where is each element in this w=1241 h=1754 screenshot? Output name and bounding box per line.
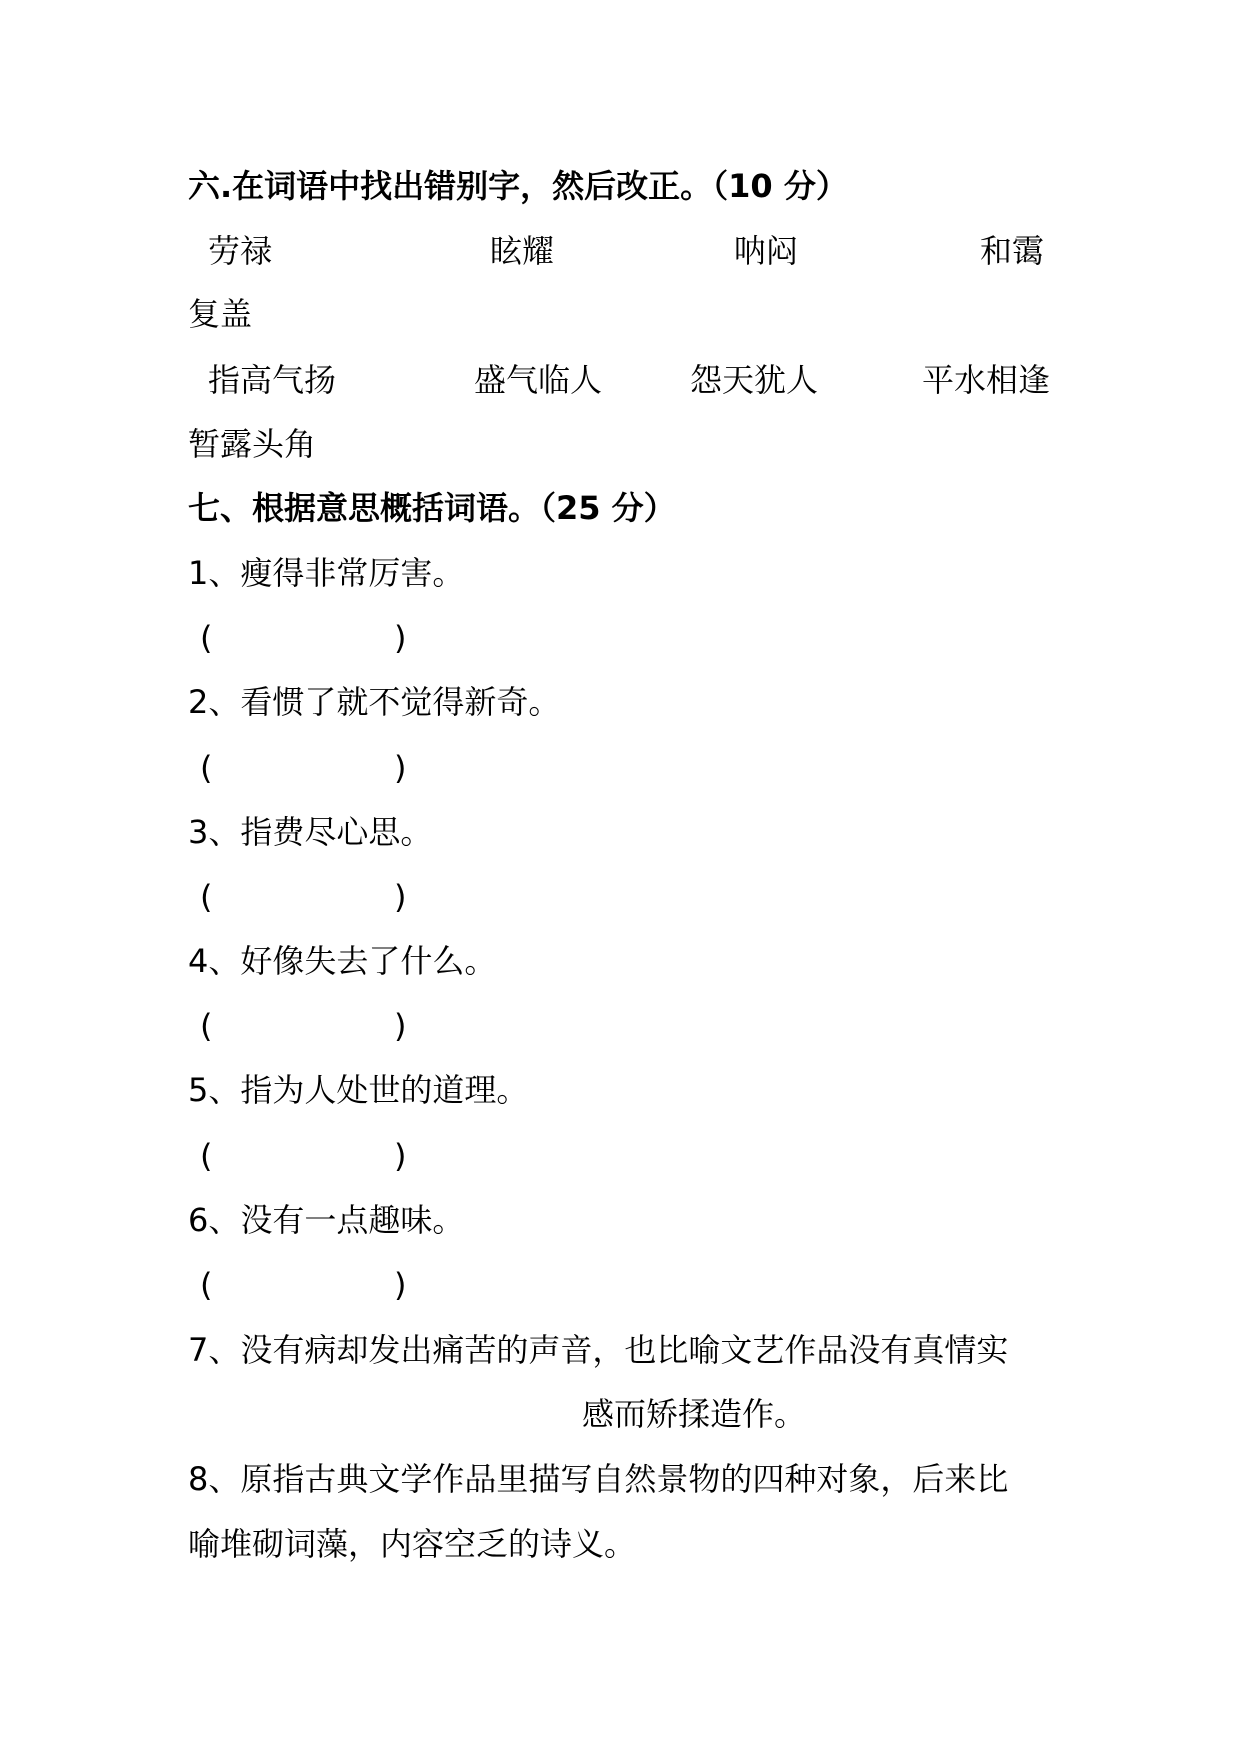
close-paren: ) xyxy=(394,878,407,916)
answer-blank xyxy=(188,877,418,917)
open-paren: ( xyxy=(200,878,213,916)
question-item: 3、指费尽心思。 xyxy=(188,813,433,851)
question-item: 1、瘦得非常厉害。 xyxy=(188,554,465,592)
word-item: 复盖 xyxy=(188,295,253,333)
section6-heading: 六.在词语中找出错别字，然后改正。（10 分） xyxy=(188,167,848,205)
answer-blank xyxy=(188,1136,418,1176)
word-item: 平水相逢 xyxy=(922,361,1051,399)
close-paren: ) xyxy=(394,1266,407,1304)
open-paren: ( xyxy=(200,1007,213,1045)
word-item: 呐闷 xyxy=(734,232,799,270)
close-paren: ) xyxy=(394,619,407,657)
open-paren: ( xyxy=(200,1137,213,1175)
close-paren: ) xyxy=(394,1137,407,1175)
word-item: 指高气扬 xyxy=(208,361,337,399)
question-item: 4、好像失去了什么。 xyxy=(188,942,497,980)
word-item: 眩耀 xyxy=(490,232,555,270)
question-item-continuation: 喻堆砌词藻，内容空乏的诗义。 xyxy=(188,1525,637,1563)
question-item: 7、没有病却发出痛苦的声音，也比喻文艺作品没有真情实 xyxy=(188,1331,1009,1369)
answer-blank xyxy=(188,618,418,658)
question-item: 2、看惯了就不觉得新奇。 xyxy=(188,683,561,721)
answer-blank xyxy=(188,1006,418,1046)
question-item: 6、没有一点趣味。 xyxy=(188,1201,465,1239)
question-item-continuation: 感而矫揉造作。 xyxy=(582,1395,807,1433)
open-paren: ( xyxy=(200,619,213,657)
open-paren: ( xyxy=(200,749,213,787)
word-item: 劳禄 xyxy=(208,232,273,270)
close-paren: ) xyxy=(394,1007,407,1045)
word-item: 暂露头角 xyxy=(188,425,317,463)
word-item: 怨天犹人 xyxy=(690,361,819,399)
question-item: 5、指为人处世的道理。 xyxy=(188,1071,529,1109)
open-paren: ( xyxy=(200,1266,213,1304)
answer-blank xyxy=(188,1265,418,1305)
section7-heading: 七、根据意思概括词语。（25 分） xyxy=(188,489,676,527)
word-item: 盛气临人 xyxy=(474,361,603,399)
question-item: 8、原指古典文学作品里描写自然景物的四种对象，后来比 xyxy=(188,1460,1009,1498)
close-paren: ) xyxy=(394,749,407,787)
answer-blank xyxy=(188,748,418,788)
word-item: 和霭 xyxy=(980,232,1045,270)
